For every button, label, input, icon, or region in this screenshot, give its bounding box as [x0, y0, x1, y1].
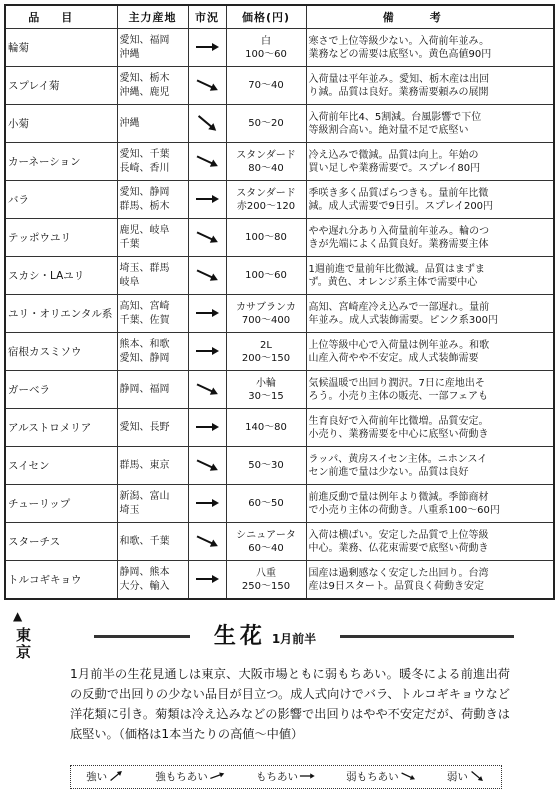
triangle-marker-icon: ▲: [13, 609, 23, 623]
note-cell: [306, 219, 554, 257]
item-name: アルストロメリア: [5, 409, 117, 447]
origin-line: 群馬、東京: [119, 459, 170, 471]
note-line: 産は9日スタート。品質良く荷動き安定: [308, 580, 484, 592]
header-item: 品目: [5, 5, 117, 29]
item-name: 輪菊: [5, 29, 117, 67]
note-line: 寒さで上位等級少ない。入荷前年並み。: [308, 35, 490, 47]
legend-label: 強もちあい: [155, 771, 208, 784]
origin-line: 沖縄: [119, 48, 140, 60]
price-line: 80〜40: [248, 162, 284, 174]
strong-flat-arrow-icon: [208, 770, 226, 785]
price-line: 100〜60: [245, 270, 287, 281]
table-row: [5, 485, 554, 523]
price-cell: [226, 105, 306, 143]
origin-line: 和歌、千葉: [119, 535, 170, 547]
flower-market-table: [4, 4, 555, 600]
note-line: きが先端によく品質良好。業務需要主体: [308, 238, 489, 250]
price-cell: [226, 447, 306, 485]
note-line: 高知、宮崎産冷え込みで一部遅れ。量前: [308, 301, 490, 313]
trend-cell: [188, 105, 226, 143]
legend-item: [447, 769, 486, 785]
weak-arrow-icon: [193, 115, 221, 129]
origin-cell: [117, 67, 188, 105]
note-line: 生育良好で入荷前年比微増。品質安定。: [308, 415, 489, 427]
note-line: ろう。小売り主体の販売、一部フェアも: [308, 390, 488, 402]
note-line: 年並み。成人式装飾需要。ピンク系300円: [308, 314, 498, 326]
trend-cell: [188, 561, 226, 600]
price-line: 250〜150: [241, 580, 291, 592]
origin-cell: [117, 371, 188, 409]
weak-flat-arrow-icon: [193, 153, 221, 167]
section-subtitle: 1月前半: [271, 632, 317, 646]
weak-arrow-icon: [468, 770, 486, 785]
price-line: 70〜40: [248, 80, 284, 91]
price-line: 30〜15: [248, 390, 284, 402]
price-line: 100〜80: [245, 232, 287, 243]
price-cell: [226, 295, 306, 333]
item-name: ユリ・オリエンタル系: [5, 295, 117, 333]
origin-cell: [117, 219, 188, 257]
legend-item: [256, 769, 316, 785]
note-line: 気候温暖で出回り潤沢。7日に産地出そ: [308, 377, 485, 389]
note-line: ず。黄色、オレンジ系主体で需要中心: [308, 276, 478, 288]
table-row: [5, 523, 554, 561]
item-name: スイセン: [5, 447, 117, 485]
price-cell: [226, 523, 306, 561]
trend-cell: [188, 295, 226, 333]
origin-line: 愛知、長野: [119, 421, 170, 433]
trend-cell: [188, 447, 226, 485]
note-line: セン前進で量は少ない。品質は良好: [308, 466, 469, 478]
origin-line: 静岡、熊本: [119, 566, 170, 578]
origin-cell: [117, 485, 188, 523]
table-body: [5, 29, 554, 600]
table-row: [5, 257, 554, 295]
note-cell: [306, 523, 554, 561]
table-row: [5, 29, 554, 67]
table-row: [5, 333, 554, 371]
flat-arrow-icon: [193, 419, 221, 433]
price-cell: [226, 561, 306, 600]
note-cell: [306, 67, 554, 105]
trend-cell: [188, 333, 226, 371]
title-box: [190, 619, 340, 649]
note-cell: [306, 29, 554, 67]
origin-line: 愛知、福岡: [119, 34, 170, 46]
item-name: バラ: [5, 181, 117, 219]
item-name: スプレイ菊: [5, 67, 117, 105]
title-band: [94, 619, 514, 653]
note-cell: [306, 181, 554, 219]
price-line: シニュアータ: [236, 529, 296, 541]
table-row: [5, 371, 554, 409]
trend-cell: [188, 257, 226, 295]
flat-arrow-icon: [193, 305, 221, 319]
strong-arrow-icon: [107, 770, 125, 785]
origin-line: 千葉: [119, 238, 140, 250]
item-name: ガーベラ: [5, 371, 117, 409]
origin-line: 埼玉、群馬: [119, 262, 170, 274]
table-header-row: [5, 5, 554, 29]
price-line: 八重: [256, 567, 276, 579]
note-cell: [306, 371, 554, 409]
table-row: [5, 67, 554, 105]
price-line: 140〜80: [245, 422, 287, 433]
weak-flat-arrow-icon: [193, 533, 221, 547]
price-cell: [226, 181, 306, 219]
table-row: [5, 143, 554, 181]
price-line: 200〜150: [241, 352, 291, 364]
price-line: 700〜400: [241, 314, 291, 326]
origin-line: 熊本、和歌: [119, 338, 170, 350]
price-line: 小輪: [256, 377, 276, 389]
origin-line: 愛知、静岡: [119, 186, 170, 198]
origin-cell: [117, 523, 188, 561]
price-cell: [226, 485, 306, 523]
note-line: 山産入荷やや不安定。成人式装飾需要: [308, 352, 479, 364]
flat-arrow-icon: [193, 343, 221, 357]
item-name: 宿根カスミソウ: [5, 333, 117, 371]
item-name: スカシ・LAユリ: [5, 257, 117, 295]
price-line: スタンダード: [236, 187, 296, 199]
origin-cell: [117, 181, 188, 219]
trend-cell: [188, 485, 226, 523]
origin-cell: [117, 409, 188, 447]
table-row: [5, 219, 554, 257]
header-price: 価格(円): [226, 5, 306, 29]
note-line: 買い足しや業務需要で。スプレイ80円: [308, 162, 481, 174]
note-line: 季咲き多く品質ばらつきも。量前年比微: [308, 187, 489, 199]
table-row: [5, 561, 554, 600]
origin-line: 千葉、佐賀: [119, 314, 170, 326]
item-name: チューリップ: [5, 485, 117, 523]
flat-arrow-icon: [193, 191, 221, 205]
price-line: スタンダード: [236, 149, 296, 161]
price-cell: [226, 67, 306, 105]
note-line: ラッパ、黄房スイセン主体。ニホンスイ: [308, 453, 488, 465]
price-line: 2L: [260, 339, 272, 351]
origin-line: 鹿児、岐阜: [119, 224, 170, 236]
item-name: 小菊: [5, 105, 117, 143]
city-label: 東京: [14, 627, 32, 661]
weak-flat-arrow-icon: [193, 457, 221, 471]
legend-label: 強い: [86, 771, 108, 784]
note-line: 国産は過剰感なく安定した出回り。台湾: [308, 567, 489, 579]
note-line: で小売り主体の荷動き。八重系100〜60円: [308, 504, 500, 516]
note-cell: [306, 295, 554, 333]
note-line: 等級割合高い。絶対量不足で底堅い: [308, 124, 469, 136]
legend-label: 弱い: [446, 771, 468, 784]
price-cell: [226, 371, 306, 409]
summary-section: [4, 609, 553, 794]
price-line: 白: [261, 35, 271, 47]
item-name: テッポウユリ: [5, 219, 117, 257]
item-name: カーネーション: [5, 143, 117, 181]
price-cell: [226, 143, 306, 181]
legend-label: 弱もちあい: [346, 771, 399, 784]
origin-cell: [117, 447, 188, 485]
note-line: 上位等級中心で入荷量は例年並み。和歌: [308, 339, 490, 351]
item-name: トルコギキョウ: [5, 561, 117, 600]
flat-arrow-icon: [193, 39, 221, 53]
trend-cell: [188, 371, 226, 409]
origin-line: 長崎、香川: [119, 162, 170, 174]
note-line: 冷え込みで微減。品質は向上。年始の: [308, 149, 479, 161]
note-line: 1週前進で量前年比微減。品質はまずま: [308, 263, 485, 275]
note-line: やや遅れ分あり入荷量前年並み。輪のつ: [308, 225, 490, 237]
price-line: 赤200〜120: [236, 200, 296, 212]
price-line: 50〜20: [248, 118, 284, 129]
price-line: カサブランカ: [236, 301, 296, 313]
note-line: 入荷量は平年並み。愛知、栃木産は出回: [308, 73, 490, 85]
flat-arrow-icon: [193, 571, 221, 585]
note-cell: [306, 333, 554, 371]
origin-line: 大分、輸入: [119, 580, 170, 592]
note-cell: [306, 143, 554, 181]
origin-line: 愛知、静岡: [119, 352, 170, 364]
note-cell: [306, 257, 554, 295]
trend-cell: [188, 523, 226, 561]
weak-flat-arrow-icon: [193, 381, 221, 395]
header-origin: 主力産地: [117, 5, 188, 29]
trend-cell: [188, 143, 226, 181]
trend-cell: [188, 181, 226, 219]
note-cell: [306, 485, 554, 523]
origin-line: 岐阜: [119, 276, 140, 288]
origin-cell: [117, 295, 188, 333]
market-report-sheet: [4, 4, 553, 794]
legend-label: もちあい: [255, 771, 298, 784]
note-line: 入荷は横ばい。安定した品質で上位等級: [308, 529, 489, 541]
flat-arrow-icon: [298, 770, 316, 785]
note-line: 中心。業務、仏花束需要で底堅い荷動き: [308, 542, 489, 554]
price-line: 60〜40: [248, 542, 284, 554]
item-name: スターチス: [5, 523, 117, 561]
trend-cell: [188, 219, 226, 257]
trend-cell: [188, 409, 226, 447]
note-cell: [306, 561, 554, 600]
origin-cell: [117, 257, 188, 295]
origin-line: 群馬、栃木: [119, 200, 170, 212]
price-cell: [226, 409, 306, 447]
price-cell: [226, 29, 306, 67]
origin-cell: [117, 29, 188, 67]
origin-line: 埼玉: [119, 504, 140, 516]
note-line: 小売り、業務需要を中心に底堅い荷動き: [308, 428, 489, 440]
header-note: 備考: [306, 5, 554, 29]
origin-line: 新潟、富山: [119, 490, 170, 502]
origin-cell: [117, 333, 188, 371]
legend-item: [346, 769, 417, 785]
origin-line: 愛知、千葉: [119, 148, 170, 160]
table-row: [5, 181, 554, 219]
weak-flat-arrow-icon: [193, 229, 221, 243]
flat-arrow-icon: [193, 495, 221, 509]
note-cell: [306, 447, 554, 485]
origin-line: 愛知、栃木: [119, 72, 170, 84]
origin-line: 高知、宮崎: [119, 300, 170, 312]
summary-text: 1月前半の生花見通しは東京、大阪市場ともに弱もちあい。暖冬による前進出荷の反動で出回りの少ない品目が目立つ。成人式向けでバラ、トルコギキョウなど洋花類に引き。菊類は冷え込みなどの影響で出回りはやや不安定だが、荷動きは底堅い。（価格は1本当たりの高値〜中値）: [70, 667, 510, 741]
weak-flat-arrow-icon: [399, 770, 417, 785]
trend-legend: [70, 765, 502, 789]
origin-cell: [117, 143, 188, 181]
origin-cell: [117, 561, 188, 600]
origin-line: 静岡、福岡: [119, 383, 170, 395]
price-cell: [226, 333, 306, 371]
origin-line: 沖縄: [119, 117, 140, 129]
trend-cell: [188, 29, 226, 67]
price-line: 60〜50: [248, 498, 284, 509]
section-title: 生花: [213, 623, 266, 649]
origin-cell: [117, 105, 188, 143]
note-line: 業務などの需要は底堅い。黄色高値90円: [308, 48, 492, 60]
table-row: [5, 409, 554, 447]
note-line: り減。品質は良好。業務需要頼みの展開: [308, 86, 489, 98]
weak-flat-arrow-icon: [193, 267, 221, 281]
note-cell: [306, 105, 554, 143]
note-cell: [306, 409, 554, 447]
table-row: [5, 295, 554, 333]
price-cell: [226, 257, 306, 295]
header-trend: 市況: [188, 5, 226, 29]
legend-item: [155, 769, 226, 785]
note-line: 入荷前年比4、5割減。台風影響で下位: [308, 111, 482, 123]
table-row: [5, 105, 554, 143]
price-line: 100〜60: [245, 48, 287, 60]
note-line: 減。成人式需要で9日引。スプレイ200円: [308, 200, 494, 212]
trend-cell: [188, 67, 226, 105]
weak-flat-arrow-icon: [193, 77, 221, 91]
price-cell: [226, 219, 306, 257]
price-line: 50〜30: [248, 460, 284, 471]
note-line: 前進反動で量は例年より微減。季節商材: [308, 491, 489, 503]
legend-item: [86, 769, 125, 785]
origin-line: 沖縄、鹿児: [119, 86, 170, 98]
table-row: [5, 447, 554, 485]
